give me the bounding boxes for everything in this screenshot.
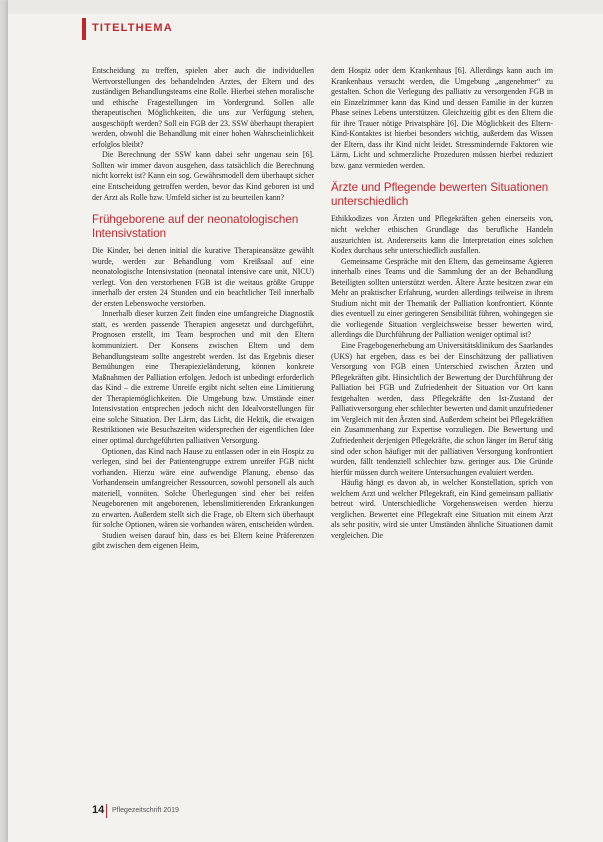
paragraph: Eine Fragebogenerhebung am Universitätsklinikum des Saarlandes (UKS) hat ergeben, dass es bei der Einschätzung der palliativen Versorgung von FGB einen Unterschied zwischen Ärzten und Pflegekräften gibt. Hinsichtlich der Bewertung der Durchführung der Palliation bei FGB und Zufriedenheit der Situation vor Ort kann festgehalten werden, dass Pflegekräfte den Ist-Zustand der Palliativversorgung eher schlechter bewerten und damit unzufriedener im Vergleich mit den Ärzten sind. Außerdem scheint bei Pflegekräften ein Zusammenhang zur Expertise vorzuliegen. Die Bewertung und Zufriedenheit derjenigen Pflegekräfte, die schon länger im Beruf tätig sind oder schon häufiger mit der palliativen Versorgung konfrontiert wurden, fällt tendenziell schlechter bzw. geringer aus. Die Gründe hierfür müssen durch weitere Untersuchungen evaluiert werden.: [331, 341, 553, 477]
journal-name: Pflegezeitschrift 2019: [112, 807, 179, 814]
paragraph: Gemeinsame Gespräche mit den Eltern, das gemeinsame Agieren innerhalb eines Teams und die Sammlung der an der Behandlung Beteiligten sollten unterstützt werden. Ältere Ärzte besitzen zwar ein Mehr an praktischer Erfahrung, wurden allerdings teilweise in ihrem Studium nicht mit der Thematik der Palliation konfrontiert. Könnte dies eventuell zu einer geringeren Sensibilität führen, wohingegen sie die vorliegende Situation vergleichsweise besser bewerten wird, allerdings die Durchführung der Palliation weniger optimal ist?: [331, 256, 553, 340]
right-column: [331, 66, 553, 541]
footer-divider: [106, 804, 107, 818]
paragraph: Innerhalb dieser kurzen Zeit finden eine umfangreiche Diagnostik statt, es werden passende Therapien angesetzt und durchgeführt, Prognosen erstellt, im Team besprochen und mit den Eltern kommuniziert. Der Konsens zwischen Eltern und dem Behandlungsteam sollte angestrebt werden. Ist das Ergebnis dieser Bemühungen eine Therapiezieländerung, können konkrete Maßnahmen der Palliation erfolgen. Jedoch ist unbedingt erforderlich das Kind – die extreme Unreife ergibt nicht selten eine Limitierung der Therapiemöglichkeiten. Die Umgebung bzw. Umstände einer Intensivstation entsprechen jedoch nicht den Idealvorstellungen für eine solche Situation. Der Lärm, das Licht, die Hektik, die etwaigen Restriktionen wie Besuchszeiten widersprechen der eigentlichen Idee einer optimal durchgeführten palliativen Versorgung.: [92, 309, 314, 445]
paragraph: Ethikkodizes von Ärzten und Pflegekräften gehen einerseits von, nicht welcher ethischen Grundlage das berufliche Handeln auszurichten ist. Andererseits kann die Interpretation eines solchen Kodex durchaus sehr unterschiedlich ausfallen.: [331, 214, 553, 256]
paragraph: dem Hospiz oder dem Krankenhaus [6]. Allerdings kann auch im Krankenhaus versucht werden, die Umgebung „angenehmer“ zu gestalten. Schon die Verlegung des palliativ zu versorgenden FGB in ein Einzelzimmer kann das Kind und dessen Familie in der kurzen Phase seines Lebens unterstützen. Gleichzeitig gibt es den Eltern die für ihre Trauer nötige Privatsphäre [6]. Die Möglichkeit des Eltern-Kind-Kontaktes ist hierbei besonders wichtig, außerdem das Wissen der Eltern, dass ihr Kind nicht leidet. Stressmindernde Faktoren wie Lärm, Licht und schmerzliche Prozeduren müssen hierbei reduziert bzw. ganz vermieden werden.: [331, 66, 553, 170]
paragraph: Die Kinder, bei denen initial die kurative Therapieansätze gewählt wurde, werden zur Behandlung vom Kreißsaal auf eine neonatologische Intensivstation (neonatal intensive care unit, NICU) verlegt. Von den verstorbenen FGB ist die weitaus größte Gruppe innerhalb der ersten 24 Stunden und ein beachtlicher Teil innerhalb der ersten Lebenswoche verstorben.: [92, 246, 314, 308]
paragraph: Studien weisen darauf hin, dass es bei Eltern keine Präferenzen gibt zwischen dem eigenen Heim,: [92, 530, 314, 551]
page-number: 14: [92, 804, 105, 816]
document-page: [8, 0, 603, 842]
paragraph: Optionen, das Kind nach Hause zu entlassen oder in ein Hospiz zu verlegen, sind bei der Patientengruppe extrem unreifer FGB nicht vorhanden. Hierzu wäre eine aufwendige Planung, ebenso das Vorhandensein umfangreicher Ressourcen, sowohl personell als auch materiell, vonnöten. Solche Überlegungen sind eher bei reifen Neugeborenen mit angeborenen, lebenslimitierenden Erkrankungen zu erwarten. Außerdem stellt sich die Frage, ob Eltern sich überhaupt für solche Optionen, wären sie vorhanden wären, entscheiden würden.: [92, 446, 314, 530]
paragraph: Entscheidung zu treffen, spielen aber auch die individuellen Wertvorstellungen des behandelnden Arztes, der Eltern und des zuständigen Behandlungsteams eine Rolle. Hierbei stehen moralische und ethische Fragestellungen im Vordergrund. Sollen alle therapeutischen Möglichkeiten, die uns zur Verfügung stehen, ausgeschöpft werden? Soll ein FGB der 23. SSW überhaupt therapiert werden, obwohl die Behandlung mit einer hohen Wahrscheinlichkeit erfolglos bleibt?: [92, 66, 314, 149]
page-top-band: [8, 0, 603, 14]
section-label: TITELTHEMA: [92, 22, 173, 34]
section-accent-bar: [82, 18, 86, 40]
section-heading: Frühgeborene auf der neonatologischen Intensivstation: [92, 213, 299, 240]
paragraph: Häufig hängt es davon ab, in welcher Konstellation, sprich von welchem Arzt und welcher Pflegekraft, ein Kind gemeinsam palliativ betreut wird. Unterschiedliche Vorgehensweisen werden hierzu verglichen. Bewertet eine Pflegekraft eine Situation mit einem Arzt als sehr positiv, wird sie unter Umständen ähnliche Situationen damit vergleichen. Die: [331, 478, 553, 540]
section-heading: Ärzte und Pflegende bewerten Situationen unterschiedlich: [331, 181, 549, 208]
paragraph: Die Berechnung der SSW kann dabei sehr ungenau sein [6]. Sollten wir immer davon ausgehen, dass tatsächlich die Berechnung nicht korrekt ist? Kann ein sog. Gewährsmodell dem überhaupt sicher eine Entscheidung getroffen werden, bevor das Kind geboren ist und der Arzt als Rolle bzw. Umfeld sicher ist zu beurteilen kann?: [92, 150, 314, 202]
left-column: [92, 66, 314, 552]
